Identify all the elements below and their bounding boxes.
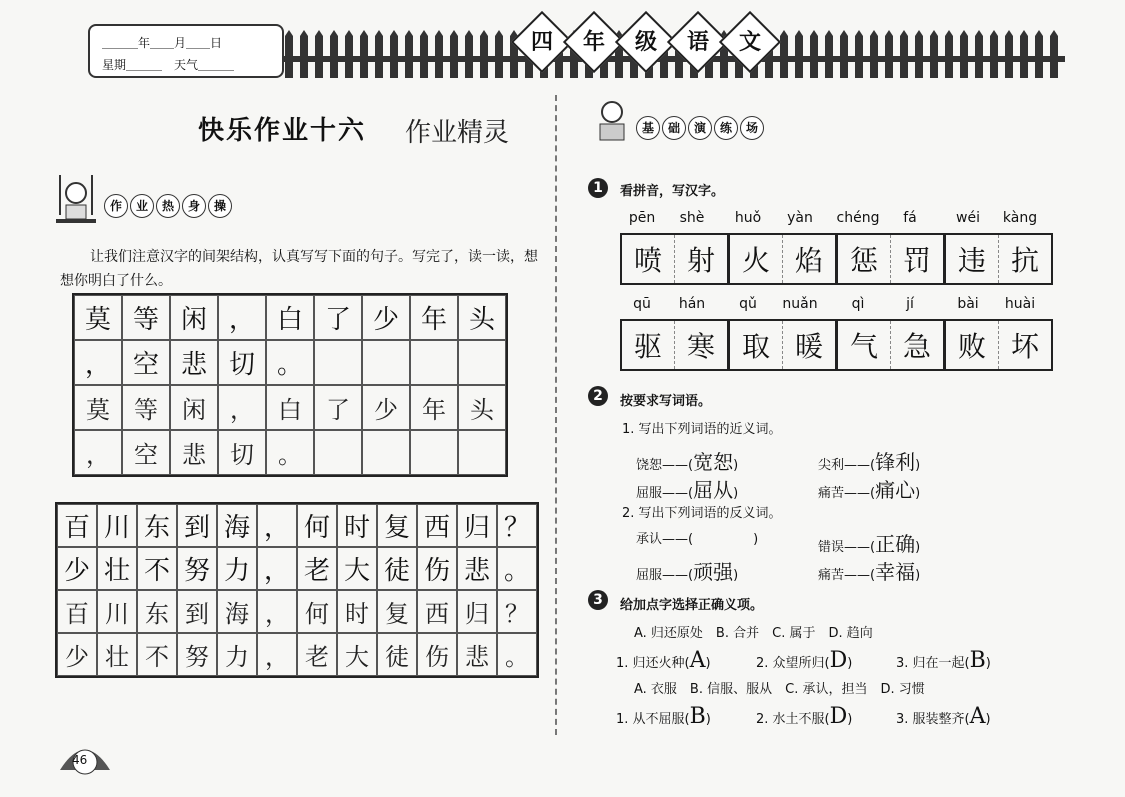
handwritten-hanzi: 驱 [622,321,675,369]
grid-cell: ， [218,295,266,340]
grid-cell: 年 [410,295,458,340]
badge-char: 演 [688,116,712,140]
handwritten-grid-cell: 复 [377,590,417,633]
grid-cell: 力 [217,547,257,590]
pinyin-label: jí [906,296,914,312]
choice-item: 2. 众望所归(D) [756,648,853,673]
fence-picket [900,30,908,78]
handwritten-hanzi: 败 [946,321,999,369]
fence-picket [810,30,818,78]
writing-grid-2 [55,502,539,678]
handwritten-answer: 屈从 [693,478,734,502]
handwritten-grid-cell: 西 [417,590,457,633]
handwritten-hanzi: 焰 [794,244,823,277]
antonym-item-3: 屈服——(顽强) [636,560,739,584]
fence-picket [825,30,833,78]
choice-item: 1. 归还火种(A) [616,648,711,673]
grid-cell: 徒 [377,547,417,590]
grid-cell [314,340,362,385]
grid-cell: 努 [177,547,217,590]
pinyin-label: shè [679,210,705,226]
pinyin-label: qì [851,296,865,312]
grid-cell: 川 [97,504,137,547]
grid-cell: 西 [417,504,457,547]
choice-item: 3. 归在一起(B) [896,648,991,673]
handwritten-answer: 痛心 [875,478,916,502]
synonym-item-2: 尖利——(锋利) [818,450,921,474]
handwritten-grid-cell: 少 [362,385,410,430]
question-3-text: 给加点字选择正确义项。 [620,598,764,613]
handwritten-grid-cell: ， [218,385,266,430]
badge-char: 身 [182,194,206,218]
handwritten-grid-cell: ， [257,590,297,633]
fence-picket [960,30,968,78]
grid-cell: 。 [497,547,537,590]
fence-picket [1005,30,1013,78]
grid-cell: 伤 [417,547,457,590]
handwritten-grid-cell: 归 [457,590,497,633]
page-title: 快乐作业十六 [198,116,367,146]
pinyin-label: huài [1004,296,1036,312]
grid-cell: 壮 [97,547,137,590]
girl-on-swing-icon [52,175,100,230]
grid-cell: ？ [497,504,537,547]
fence-picket [405,30,413,78]
handwritten-grid-cell: 了 [314,385,362,430]
grade-title-char: 四 [511,11,573,73]
badge-char: 础 [662,116,686,140]
grid-cell: 空 [122,340,170,385]
handwritten-answer: 锋利 [875,450,916,474]
pinyin-label: wéi [956,210,980,226]
handwritten-grid-cell: 伤 [417,633,457,676]
grid-cell: 海 [217,504,257,547]
handwritten-grid-cell [410,430,458,475]
pinyin-label: pēn [628,210,656,226]
handwritten-grid-cell: 不 [137,633,177,676]
handwritten-grid-cell: 到 [177,590,217,633]
fence-picket [435,30,443,78]
pinyin-label: nuǎn [782,296,818,312]
pinyin-label: kàng [1002,210,1038,226]
question-1-number: 1 [588,178,608,198]
grid-cell: 悲 [457,547,497,590]
handwritten-grid-cell: ， [74,430,122,475]
handwritten-grid-cell: 白 [266,385,314,430]
grid-cell: 白 [266,295,314,340]
handwritten-grid-cell: 何 [297,590,337,633]
handwritten-grid-cell: 东 [137,590,177,633]
grid-cell: 悲 [170,340,218,385]
page-divider [555,95,557,735]
grid-cell: ， [74,340,122,385]
word-box [836,319,945,371]
handwritten-grid-cell [458,430,506,475]
grid-cell [410,340,458,385]
word-box [620,319,729,371]
grid-cell: 归 [457,504,497,547]
handwritten-grid-cell: 悲 [457,633,497,676]
grid-cell: 时 [337,504,377,547]
handwritten-hanzi: 急 [902,330,931,363]
handwritten-choice: D [829,704,848,729]
options-row-2: A. 衣服 B. 信服、服从 C. 承认，担当 D. 习惯 [634,682,925,697]
grid-cell: ， [257,547,297,590]
fence-picket [915,30,923,78]
antonym-item-1: 承认——( ) [636,532,759,547]
choice-item: 1. 从不屈服(B) [616,704,711,729]
fence-picket [345,30,353,78]
fence-picket [840,30,848,78]
warmup-section-badge [104,194,232,218]
badge-char: 热 [156,194,180,218]
word-box [944,319,1053,371]
fence-picket [1035,30,1043,78]
grid-cell: 不 [137,547,177,590]
fence-picket [930,30,938,78]
grade-subject-title [520,20,772,64]
handwritten-grid-cell: ？ [497,590,537,633]
grade-title-char: 语 [667,11,729,73]
choice-item: 2. 水土不服(D) [756,704,853,729]
handwritten-answer: 顽强 [693,560,734,584]
question-2-number: 2 [588,386,608,406]
badge-char: 业 [130,194,154,218]
handwritten-grid-cell [314,430,362,475]
grid-cell: 百 [57,504,97,547]
word-box [728,233,837,285]
weekday-weather-line: 星期＿＿＿ 天气＿＿＿ [102,58,235,72]
handwritten-grid-cell: 切 [218,430,266,475]
choice-item: 3. 服装整齐(A) [896,704,991,729]
fence-picket [990,30,998,78]
question-3-number: 3 [588,590,608,610]
handwritten-grid-cell: 老 [297,633,337,676]
pinyin-label: yàn [787,210,813,226]
grid-cell: 等 [122,295,170,340]
grid-cell [458,340,506,385]
page-number: 46 [72,753,88,767]
grid-cell: 复 [377,504,417,547]
handwritten-hanzi: 寒 [686,330,715,363]
badge-char: 练 [714,116,738,140]
handwritten-hanzi: 气 [838,321,891,369]
grade-title-char: 级 [615,11,677,73]
basics-section-badge [636,116,764,140]
badge-char: 操 [208,194,232,218]
fence-picket [945,30,953,78]
options-row-1: A. 归还原处 B. 合并 C. 属于 D. 趋向 [634,626,873,641]
fence-picket [855,30,863,78]
fence-picket [885,30,893,78]
grid-cell: 少 [362,295,410,340]
handwritten-hanzi: 罚 [902,244,931,277]
synonym-item-1: 饶恕——(宽恕) [636,450,739,474]
pinyin-label: hán [678,296,706,312]
antonym-item-2: 错误——(正确) [818,532,921,556]
fence-picket [360,30,368,78]
synonym-item-4: 痛苦——(痛心) [818,478,921,502]
handwritten-grid-cell: 闲 [170,385,218,430]
question-2-text: 按要求写词语。 [620,394,712,409]
word-box [728,319,837,371]
fence-picket [390,30,398,78]
fence-picket [975,30,983,78]
grid-cell: 莫 [74,295,122,340]
fence-picket [330,30,338,78]
handwritten-choice: B [689,704,706,729]
fence-picket [450,30,458,78]
grid-cell: 。 [266,340,314,385]
fence-picket [495,30,503,78]
writing-grid-1 [72,293,508,477]
handwritten-hanzi: 抗 [1010,244,1039,277]
handwritten-grid-cell: 少 [57,633,97,676]
handwritten-choice: A [969,704,986,729]
grid-cell [362,340,410,385]
fence-picket [780,30,788,78]
handwritten-grid-cell: 川 [97,590,137,633]
fence-picket [1050,30,1058,78]
handwritten-hanzi: 违 [946,235,999,283]
fence-picket [285,30,293,78]
pinyin-label: fá [903,210,917,226]
handwritten-grid-cell [362,430,410,475]
fence-picket [300,30,308,78]
grid-cell: 老 [297,547,337,590]
handwritten-hanzi: 取 [730,321,783,369]
fence-picket [465,30,473,78]
word-box [620,233,729,285]
pinyin-label: chéng [836,210,880,226]
handwritten-hanzi: 惩 [838,235,891,283]
fence-picket [480,30,488,78]
grade-title-char: 年 [563,11,625,73]
handwritten-grid-cell: 徒 [377,633,417,676]
pinyin-label: huǒ [734,210,762,226]
grid-cell: 闲 [170,295,218,340]
handwritten-grid-cell: 莫 [74,385,122,430]
handwritten-hanzi: 射 [686,244,715,277]
handwritten-grid-cell: 时 [337,590,377,633]
question-2-sub-2: 2. 写出下列词语的反义词。 [622,506,782,521]
pinyin-label: bài [957,296,979,312]
word-box [944,233,1053,285]
handwritten-grid-cell: 大 [337,633,377,676]
antonym-item-4: 痛苦——(幸福) [818,560,921,584]
handwritten-grid-cell: 努 [177,633,217,676]
handwritten-hanzi: 坏 [1010,330,1039,363]
question-1-text: 看拼音，写汉字。 [620,184,725,199]
date-line: ＿＿＿年＿＿月＿＿日 [102,36,223,50]
handwritten-hanzi: 喷 [622,235,675,283]
instruction-text: 让我们注意汉字的间架结构，认真写写下面的句子。写完了，读一读，想想你明白了什么。 [60,249,538,289]
badge-char: 场 [740,116,764,140]
grid-cell: 头 [458,295,506,340]
handwritten-grid-cell: 悲 [170,430,218,475]
fence-picket [870,30,878,78]
handwritten-grid-cell: 海 [217,590,257,633]
synonym-item-3: 屈服——(屈从) [636,478,739,502]
handwritten-title-note: 作业精灵 [405,118,510,148]
handwritten-grid-cell: 百 [57,590,97,633]
pinyin-label: qū [633,296,651,312]
grid-cell: 东 [137,504,177,547]
fence-picket [315,30,323,78]
grid-cell: 少 [57,547,97,590]
handwritten-grid-cell: 力 [217,633,257,676]
fence-picket [1020,30,1028,78]
handwritten-answer: 宽恕 [693,450,734,474]
grid-cell: 大 [337,547,377,590]
fence-picket [795,30,803,78]
grid-cell: 切 [218,340,266,385]
handwritten-grid-cell: 。 [266,430,314,475]
handwritten-grid-cell: 壮 [97,633,137,676]
grid-cell: 何 [297,504,337,547]
date-box [88,24,284,78]
handwritten-hanzi: 暖 [794,330,823,363]
handwritten-answer: 幸福 [875,560,916,584]
handwritten-grid-cell: 空 [122,430,170,475]
word-box [836,233,945,285]
handwritten-answer: 正确 [875,532,916,556]
handwritten-choice: D [829,648,848,673]
handwritten-grid-cell: 头 [458,385,506,430]
handwritten-hanzi: 火 [730,235,783,283]
handwritten-grid-cell: 年 [410,385,458,430]
handwritten-grid-cell: 。 [497,633,537,676]
grid-cell: ， [257,504,297,547]
pinyin-label: qǔ [739,296,757,312]
fence-picket [375,30,383,78]
question-2-sub-1: 1. 写出下列词语的近义词。 [622,422,782,437]
badge-char: 作 [104,194,128,218]
girl-reading-icon [592,98,632,146]
handwritten-grid-cell: ， [257,633,297,676]
grade-title-char: 文 [719,11,781,73]
fence-picket [420,30,428,78]
handwritten-grid-cell: 等 [122,385,170,430]
grid-cell: 到 [177,504,217,547]
badge-char: 基 [636,116,660,140]
handwritten-choice: A [689,648,706,673]
grid-cell: 了 [314,295,362,340]
handwritten-choice: B [969,648,986,673]
